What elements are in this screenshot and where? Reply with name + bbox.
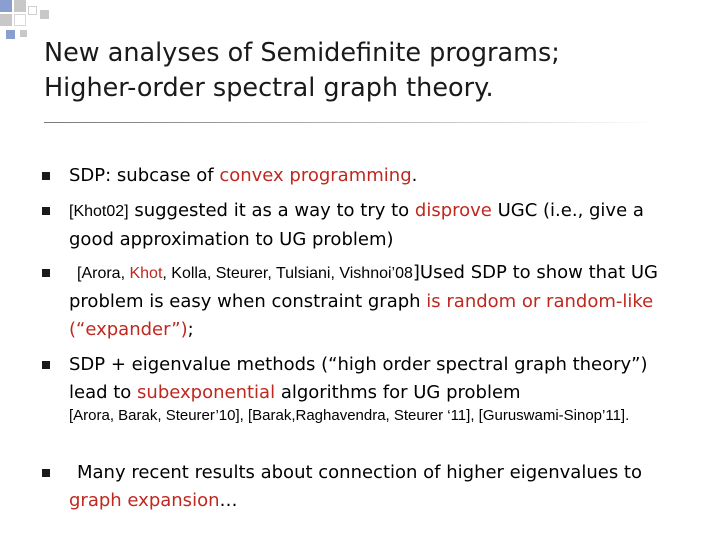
highlight-text: is random or random-like (“expander”): [69, 291, 654, 340]
bullet-marker: [42, 269, 50, 277]
bullet-spectral: [69, 351, 679, 407]
bullet-marker: [42, 207, 50, 215]
title-divider: [44, 122, 658, 123]
citation: , Kolla, Steurer, Tulsiani, Vishnoi’08: [162, 265, 413, 282]
bullet-text: .: [411, 165, 418, 186]
bullet-sdp-convex: [69, 162, 679, 190]
bullet-text: Many recent results about connection of higher eigenvalues to: [77, 462, 642, 483]
bullet-marker: [42, 469, 50, 477]
bullet-text: algorithms for UG problem: [275, 382, 521, 403]
bullet-text: ]Used SDP to show that UG problem is easy when constraint graph: [69, 262, 658, 312]
bullet-text: SDP: subcase of: [69, 165, 220, 186]
bullet-text: UGC (i.e., give a good approximation to UG problem): [69, 200, 644, 250]
highlight-text: disprove: [414, 200, 492, 221]
title-line-2: Higher-order spectral graph theory.: [44, 73, 494, 103]
highlight-text: graph expansion: [69, 490, 220, 511]
bullet-text: SDP + eigenvalue methods (“high order spectral graph theory”) lead to: [69, 354, 648, 403]
citation: [Khot02]: [69, 203, 129, 220]
citation: [Arora,: [77, 265, 130, 282]
bullet-eigenvalues: [69, 459, 679, 515]
bullet-text: …: [219, 490, 238, 511]
bullet-arora: [69, 259, 679, 344]
bullet-khot: [69, 197, 679, 254]
highlight-text: convex programming: [219, 165, 412, 186]
slide-title: [44, 36, 684, 106]
bullet-text: ;: [187, 319, 194, 340]
bullet-text: suggested it as a way to try to: [128, 200, 415, 221]
title-line-1: New analyses of Semidefinite programs;: [44, 38, 560, 68]
bullet-marker: [42, 361, 50, 369]
reference-list: [Arora, Barak, Steurer’10], [Barak,Raghavendra, Steurer ‘11], [Guruswami-Sinop’11].: [69, 407, 630, 424]
bullet-marker: [42, 172, 50, 180]
citation-highlight: Khot: [129, 265, 163, 282]
highlight-text: subexponential: [137, 382, 276, 403]
